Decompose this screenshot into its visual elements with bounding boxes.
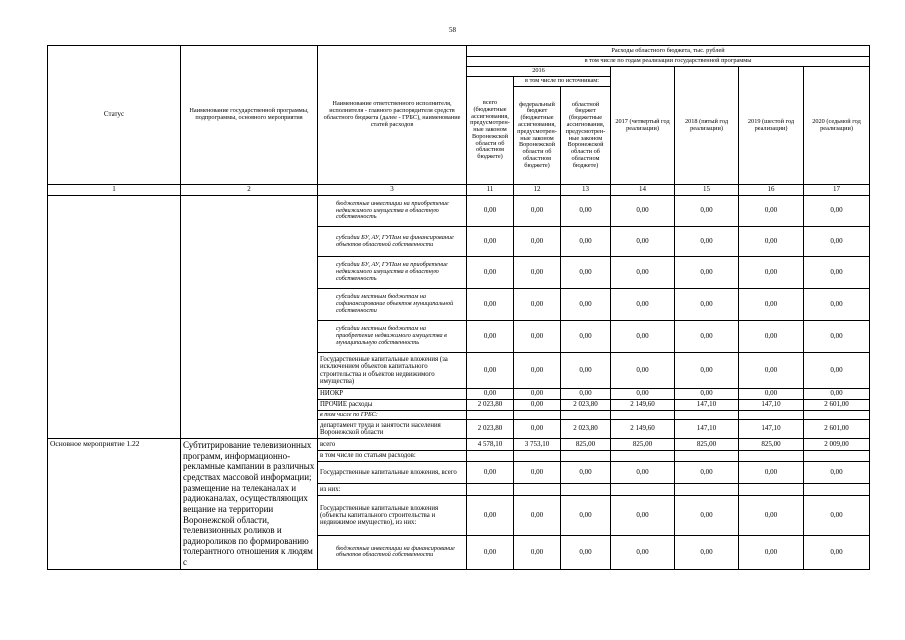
col-number: 12 bbox=[514, 185, 561, 196]
expense-article-label: субсидии БУ, АУ, ГУПам на финансирование объектов областной собственности bbox=[318, 227, 467, 257]
value-cell: 0,00 bbox=[514, 536, 561, 569]
header-2020: 2020 (седьмой год реализации) bbox=[804, 67, 870, 185]
event-total-label: всего bbox=[318, 439, 467, 451]
value-cell: 0,00 bbox=[561, 257, 611, 289]
value-cell: 0,00 bbox=[611, 227, 675, 257]
expense-article-label: субсидии местным бюджетам на приобретение недвижимого имущества в муниципальную собственность bbox=[318, 321, 467, 353]
header-2018: 2018 (пятый год реализации) bbox=[675, 67, 739, 185]
value-cell: 147,10 bbox=[675, 420, 739, 439]
niokr-label: НИОКР bbox=[318, 389, 467, 400]
column-numbers-row bbox=[48, 185, 870, 196]
value-cell: 3 753,10 bbox=[514, 439, 561, 451]
empty-cell bbox=[804, 450, 870, 461]
value-cell: 2 023,80 bbox=[467, 399, 514, 410]
col-number: 17 bbox=[804, 185, 870, 196]
col-number: 16 bbox=[739, 185, 804, 196]
value-cell: 0,00 bbox=[611, 389, 675, 400]
value-cell: 825,00 bbox=[561, 439, 611, 451]
expense-article-label: бюджетные инвестиции на приобретение недвижимого имущества в областную собственность bbox=[318, 196, 467, 227]
value-cell: 2 023,80 bbox=[561, 399, 611, 410]
empty-cell bbox=[739, 484, 804, 495]
value-cell: 0,00 bbox=[675, 462, 739, 484]
value-cell: 825,00 bbox=[675, 439, 739, 451]
value-cell: 0,00 bbox=[804, 353, 870, 389]
empty-cell bbox=[561, 450, 611, 461]
value-cell: 0,00 bbox=[611, 353, 675, 389]
expense-article-label: субсидии БУ, АУ, ГУПам на приобретение недвижимого имущества в областную собственность bbox=[318, 257, 467, 289]
value-cell: 0,00 bbox=[611, 462, 675, 484]
col-number: 14 bbox=[611, 185, 675, 196]
empty-cell bbox=[611, 410, 675, 420]
header-by-years: в том числе по годам реализации государственной программы bbox=[467, 57, 870, 67]
value-cell: 2 009,00 bbox=[804, 439, 870, 451]
value-cell: 0,00 bbox=[739, 289, 804, 321]
table-row bbox=[48, 196, 870, 227]
empty-cell bbox=[514, 410, 561, 420]
value-cell: 0,00 bbox=[467, 227, 514, 257]
value-cell: 0,00 bbox=[514, 196, 561, 227]
empty-cell bbox=[467, 450, 514, 461]
name-cell-empty bbox=[181, 196, 318, 439]
value-cell: 0,00 bbox=[561, 462, 611, 484]
empty-cell bbox=[804, 410, 870, 420]
empty-cell bbox=[739, 450, 804, 461]
value-cell: 0,00 bbox=[804, 389, 870, 400]
empty-cell bbox=[675, 410, 739, 420]
value-cell: 4 578,10 bbox=[467, 439, 514, 451]
value-cell: 147,10 bbox=[739, 420, 804, 439]
value-cell: 2 601,00 bbox=[804, 399, 870, 410]
value-cell: 825,00 bbox=[739, 439, 804, 451]
value-cell: 0,00 bbox=[739, 196, 804, 227]
empty-cell bbox=[804, 484, 870, 495]
value-cell: 0,00 bbox=[739, 257, 804, 289]
value-cell: 0,00 bbox=[675, 227, 739, 257]
header-by-sources: в том числе по источникам: bbox=[514, 77, 611, 87]
value-cell: 0,00 bbox=[514, 399, 561, 410]
value-cell: 0,00 bbox=[514, 227, 561, 257]
value-cell: 0,00 bbox=[611, 257, 675, 289]
value-cell: 0,00 bbox=[467, 196, 514, 227]
value-cell: 0,00 bbox=[467, 289, 514, 321]
empty-cell bbox=[675, 484, 739, 495]
status-cell-empty bbox=[48, 196, 181, 439]
value-cell: 0,00 bbox=[804, 196, 870, 227]
value-cell: 0,00 bbox=[561, 536, 611, 569]
empty-cell bbox=[739, 410, 804, 420]
value-cell: 0,00 bbox=[675, 536, 739, 569]
value-cell: 0,00 bbox=[467, 389, 514, 400]
header-2019: 2019 (шестой год реализации) bbox=[739, 67, 804, 185]
department-label: департамент труда и занятости населения Воронежской области bbox=[318, 420, 467, 439]
value-cell: 0,00 bbox=[561, 321, 611, 353]
expense-article-label: субсидии местным бюджетам на софинансирование объектов муниципальной собственности bbox=[318, 289, 467, 321]
value-cell: 0,00 bbox=[804, 495, 870, 536]
gov-capital-label: Государственные капитальные вложения (за исключением объектов капитального строительства и объектов недвижимого имущества) bbox=[318, 353, 467, 389]
empty-cell bbox=[561, 410, 611, 420]
value-cell: 0,00 bbox=[611, 536, 675, 569]
value-cell: 0,00 bbox=[804, 536, 870, 569]
value-cell: 0,00 bbox=[467, 536, 514, 569]
empty-cell bbox=[675, 450, 739, 461]
budget-table bbox=[47, 45, 870, 570]
value-cell: 0,00 bbox=[561, 196, 611, 227]
col-number: 2 bbox=[181, 185, 318, 196]
event-status: Основное мероприятие 1.22 bbox=[48, 439, 181, 569]
value-cell: 0,00 bbox=[467, 321, 514, 353]
value-cell: 2 601,00 bbox=[804, 420, 870, 439]
col-number: 1 bbox=[48, 185, 181, 196]
value-cell: 0,00 bbox=[804, 227, 870, 257]
value-cell: 0,00 bbox=[675, 353, 739, 389]
col-number: 13 bbox=[561, 185, 611, 196]
empty-cell bbox=[514, 450, 561, 461]
table-row bbox=[48, 439, 870, 451]
value-cell: 0,00 bbox=[739, 227, 804, 257]
value-cell: 0,00 bbox=[739, 495, 804, 536]
value-cell: 0,00 bbox=[561, 289, 611, 321]
value-cell: 0,00 bbox=[561, 495, 611, 536]
value-cell: 0,00 bbox=[739, 536, 804, 569]
value-cell: 0,00 bbox=[561, 353, 611, 389]
header-expenses: Расходы областного бюджета, тыс. рублей bbox=[467, 46, 870, 57]
empty-cell bbox=[561, 484, 611, 495]
value-cell: 0,00 bbox=[804, 321, 870, 353]
value-cell: 2 023,80 bbox=[467, 420, 514, 439]
value-cell: 0,00 bbox=[467, 495, 514, 536]
empty-cell bbox=[611, 450, 675, 461]
expense-article-label: бюджетные инвестиции на финансирование объектов областной собственности bbox=[318, 536, 467, 569]
header-year-2016: 2016 bbox=[467, 67, 611, 77]
col-number: 15 bbox=[675, 185, 739, 196]
value-cell: 0,00 bbox=[675, 321, 739, 353]
empty-cell bbox=[514, 484, 561, 495]
value-cell: 0,00 bbox=[739, 389, 804, 400]
value-cell: 0,00 bbox=[467, 462, 514, 484]
value-cell: 0,00 bbox=[514, 495, 561, 536]
value-cell: 0,00 bbox=[514, 353, 561, 389]
value-cell: 0,00 bbox=[561, 389, 611, 400]
by-articles-label: в том числе по статьям расходов: bbox=[318, 450, 467, 461]
value-cell: 0,00 bbox=[739, 353, 804, 389]
value-cell: 0,00 bbox=[514, 289, 561, 321]
value-cell: 0,00 bbox=[514, 420, 561, 439]
empty-cell bbox=[467, 484, 514, 495]
header-total: всего (бюджетные ассигнования, предусмотрен- ные законом Воронежской области об областном бюджете) bbox=[467, 77, 514, 185]
value-cell: 0,00 bbox=[611, 495, 675, 536]
value-cell: 0,00 bbox=[561, 227, 611, 257]
value-cell: 825,00 bbox=[611, 439, 675, 451]
page-number: 58 bbox=[449, 26, 456, 34]
value-cell: 0,00 bbox=[675, 196, 739, 227]
value-cell: 0,00 bbox=[467, 353, 514, 389]
value-cell: 0,00 bbox=[804, 257, 870, 289]
col-number: 11 bbox=[467, 185, 514, 196]
header-executor: Наименование ответственного исполнителя, исполнителя - главного распорядителя средств областного бюджета (далее - ГРБС), наименование статей расходов bbox=[318, 46, 467, 185]
value-cell: 0,00 bbox=[675, 257, 739, 289]
value-cell: 0,00 bbox=[804, 289, 870, 321]
header-federal: федеральный бюджет (бюджетные ассигнования, предусмотрен- ные законом Воронежской области об областном бюджете) bbox=[514, 87, 561, 185]
value-cell: 0,00 bbox=[739, 462, 804, 484]
empty-cell bbox=[611, 484, 675, 495]
value-cell: 0,00 bbox=[611, 289, 675, 321]
col-number: 3 bbox=[318, 185, 467, 196]
header-program-name: Наименование государственной программы, подпрограммы, основного мероприятия bbox=[181, 46, 318, 185]
value-cell: 0,00 bbox=[514, 257, 561, 289]
value-cell: 0,00 bbox=[804, 462, 870, 484]
header-status: Статус bbox=[48, 46, 181, 185]
value-cell: 0,00 bbox=[675, 289, 739, 321]
value-cell: 0,00 bbox=[514, 389, 561, 400]
value-cell: 2 149,60 bbox=[611, 420, 675, 439]
value-cell: 0,00 bbox=[514, 321, 561, 353]
header-2017: 2017 (четвертый год реализации) bbox=[611, 67, 675, 185]
gov-capital-total-label: Государственные капитальные вложения, всего bbox=[318, 462, 467, 484]
event-name: Субтитрирование телевизионных программ, информационно-рекламные кампании в различных средствах массовой информации; размещение на телеканалах и радиоканалах, осуществляющих вещание на территории Воронежской области, телевизионных роликов и радиороликов по формированию толерантного отношения к людям с bbox=[181, 439, 318, 569]
value-cell: 0,00 bbox=[675, 495, 739, 536]
value-cell: 0,00 bbox=[514, 462, 561, 484]
value-cell: 2 023,80 bbox=[561, 420, 611, 439]
value-cell: 0,00 bbox=[611, 196, 675, 227]
value-cell: 2 149,60 bbox=[611, 399, 675, 410]
other-expenses-label: ПРОЧИЕ расходы bbox=[318, 399, 467, 410]
empty-cell bbox=[467, 410, 514, 420]
value-cell: 147,10 bbox=[739, 399, 804, 410]
value-cell: 147,10 bbox=[675, 399, 739, 410]
value-cell: 0,00 bbox=[739, 321, 804, 353]
of-them-label: из них: bbox=[318, 484, 467, 495]
value-cell: 0,00 bbox=[675, 389, 739, 400]
value-cell: 0,00 bbox=[611, 321, 675, 353]
by-grbs-label: в том числе по ГРБС: bbox=[318, 410, 467, 420]
value-cell: 0,00 bbox=[467, 257, 514, 289]
header-regional: областной бюджет (бюджетные ассигнования, предусмотрен- ные законом Воронежской области об областном бюджете) bbox=[561, 87, 611, 185]
gov-capital-objects-label: Государственные капитальные вложения (объекты капитального строительства и недвижимое имущество), из них: bbox=[318, 495, 467, 536]
